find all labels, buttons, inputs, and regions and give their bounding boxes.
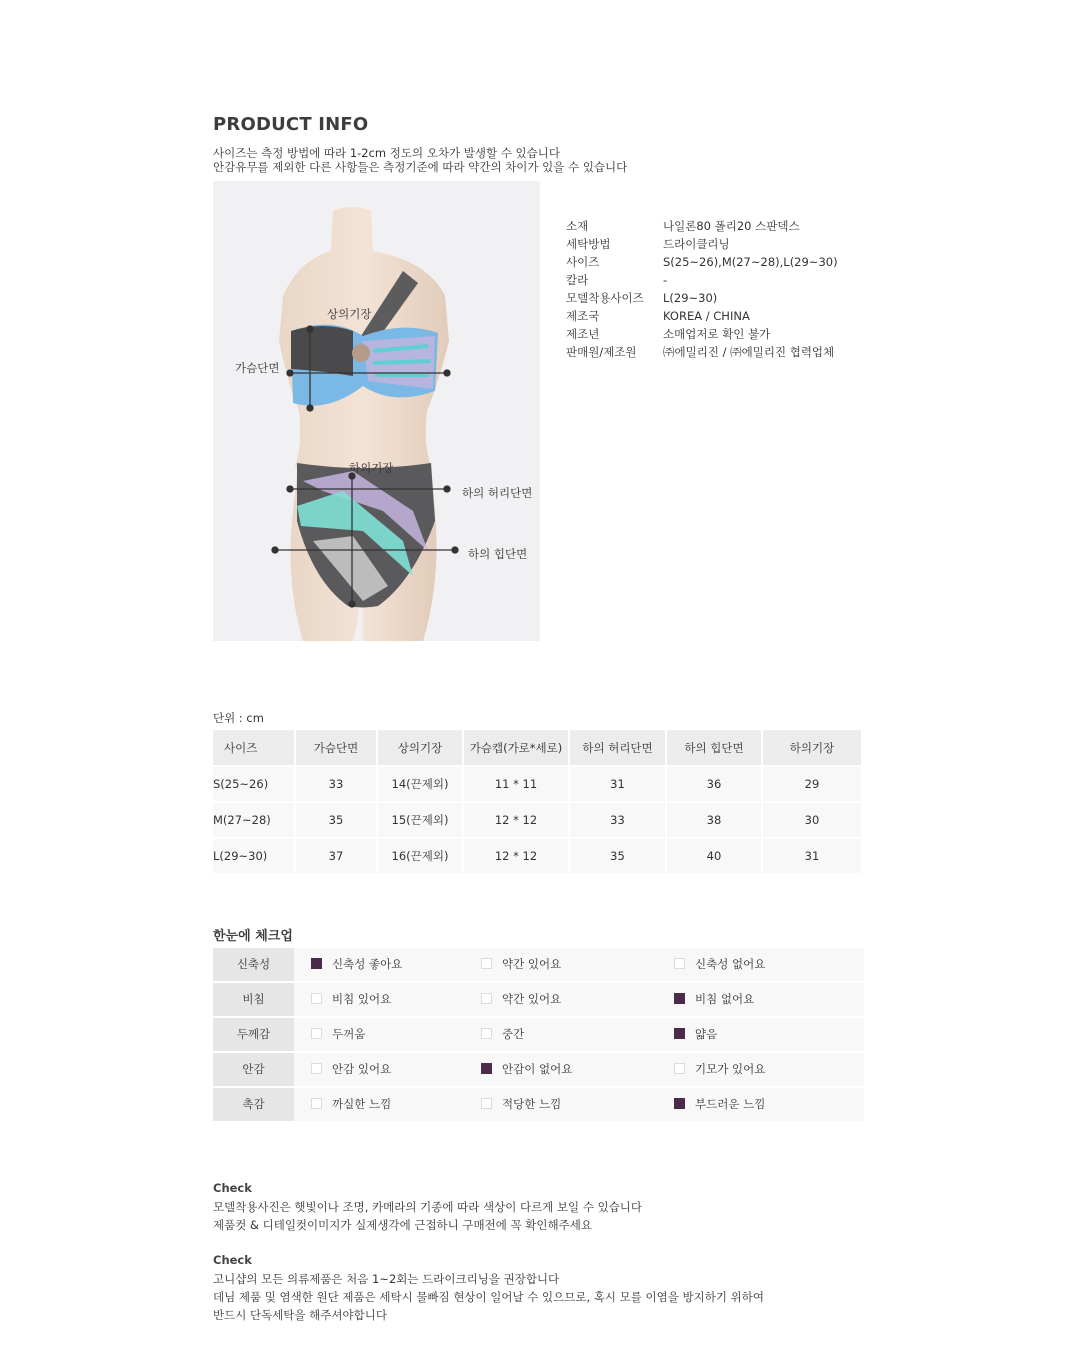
check-title-2: Check bbox=[213, 1253, 252, 1267]
checkup-option bbox=[674, 983, 754, 1016]
table-row bbox=[213, 765, 863, 801]
table-cell: 37 bbox=[296, 837, 378, 873]
checkbox-icon bbox=[311, 958, 322, 969]
checkbox-icon bbox=[674, 993, 685, 1004]
spec-key: 세탁방법 bbox=[566, 237, 611, 251]
checkup-label: 촉감 bbox=[213, 1088, 294, 1121]
checkup-option bbox=[481, 1018, 524, 1051]
option-label: 기모가 있어요 bbox=[695, 1062, 766, 1076]
table-cell: 40 bbox=[667, 837, 763, 873]
option-label: 비침 있어요 bbox=[332, 992, 392, 1006]
table-cell: 35 bbox=[570, 837, 667, 873]
checkup-label: 안감 bbox=[213, 1053, 294, 1086]
check-line: 반드시 단독세탁을 해주셔야합니다 bbox=[213, 1308, 387, 1322]
checkbox-icon bbox=[481, 1028, 492, 1039]
table-cell: 33 bbox=[570, 801, 667, 837]
spec-key: 칼라 bbox=[566, 273, 589, 287]
checkup-option bbox=[674, 948, 765, 981]
spec-row bbox=[566, 325, 838, 343]
size-table bbox=[213, 730, 863, 873]
checkbox-icon bbox=[481, 958, 492, 969]
table-cell: M(27~28) bbox=[213, 801, 296, 837]
check-line: 모델착용사진은 햇빛이나 조명, 카메라의 기종에 따라 색상이 다르게 보일 수 있습니다 bbox=[213, 1200, 643, 1214]
option-label: 적당한 느낌 bbox=[502, 1097, 562, 1111]
table-cell: 36 bbox=[667, 765, 763, 801]
checkup-option bbox=[311, 1053, 391, 1086]
checkup-title: 한눈에 체크업 bbox=[213, 929, 293, 944]
product-measure-image bbox=[213, 181, 540, 641]
table-cell: S(25~26) bbox=[213, 765, 296, 801]
spec-list bbox=[566, 217, 838, 361]
spec-value: 소매업저로 확인 불가 bbox=[663, 327, 771, 341]
checkbox-icon bbox=[311, 993, 322, 1004]
checkbox-icon bbox=[311, 1098, 322, 1109]
checkup-row bbox=[213, 1053, 864, 1086]
spec-value: 나일론80 폴리20 스판덱스 bbox=[663, 219, 800, 233]
spec-key: 소재 bbox=[566, 219, 589, 233]
checkup-option bbox=[311, 1088, 391, 1121]
checkup-option bbox=[481, 1088, 561, 1121]
table-cell: 31 bbox=[570, 765, 667, 801]
unit-label: 단위 : cm bbox=[213, 711, 264, 725]
page-title: PRODUCT INFO bbox=[213, 114, 369, 135]
spec-value: 드라이클리닝 bbox=[663, 237, 730, 251]
table-cell: 35 bbox=[296, 801, 378, 837]
checkup-label: 두께감 bbox=[213, 1018, 294, 1051]
label-hip: 하의 힙단면 bbox=[468, 547, 528, 561]
spec-key: 제조국 bbox=[566, 309, 600, 323]
table-cell: 29 bbox=[763, 765, 863, 801]
option-label: 약간 있어요 bbox=[502, 957, 562, 971]
table-header: 사이즈 bbox=[213, 730, 296, 765]
checkbox-icon bbox=[674, 1028, 685, 1039]
checkup-table bbox=[213, 948, 864, 1123]
spec-row bbox=[566, 343, 838, 361]
check-line: 제품컷 & 디테일컷이미지가 실제생각에 근접하니 구매전에 꼭 확인해주세요 bbox=[213, 1218, 592, 1232]
spec-key: 제조년 bbox=[566, 327, 600, 341]
table-cell: 30 bbox=[763, 801, 863, 837]
checkbox-icon bbox=[674, 1098, 685, 1109]
table-header: 가슴캡(가로*세로) bbox=[464, 730, 570, 765]
checkup-option bbox=[481, 983, 561, 1016]
option-label: 중간 bbox=[502, 1027, 525, 1041]
label-top-length: 상의기장 bbox=[327, 307, 372, 321]
table-row bbox=[213, 801, 863, 837]
table-header: 하의기장 bbox=[763, 730, 863, 765]
label-waist: 하의 허리단면 bbox=[462, 486, 533, 500]
checkup-option bbox=[674, 1018, 717, 1051]
table-header: 가슴단면 bbox=[296, 730, 378, 765]
checkup-option bbox=[674, 1088, 765, 1121]
checkup-row bbox=[213, 948, 864, 981]
checkup-option bbox=[311, 983, 391, 1016]
option-label: 안감이 없어요 bbox=[502, 1062, 573, 1076]
size-note-2: 안감유무를 제외한 다른 사항들은 측정기준에 따라 약간의 차이가 있을 수 있습니다 bbox=[213, 160, 628, 174]
checkup-label: 비침 bbox=[213, 983, 294, 1016]
table-row bbox=[213, 837, 863, 873]
option-label: 얇음 bbox=[695, 1027, 718, 1041]
option-label: 안감 있어요 bbox=[332, 1062, 392, 1076]
table-cell: 14(끈제외) bbox=[378, 765, 464, 801]
spec-key: 모델착용사이즈 bbox=[566, 291, 644, 305]
checkbox-icon bbox=[481, 1063, 492, 1074]
option-label: 비침 없어요 bbox=[695, 992, 755, 1006]
checkup-option bbox=[481, 948, 561, 981]
spec-key: 판매원/제조원 bbox=[566, 345, 637, 359]
checkup-row bbox=[213, 983, 864, 1016]
checkbox-icon bbox=[311, 1028, 322, 1039]
table-cell: 16(끈제외) bbox=[378, 837, 464, 873]
table-cell: 33 bbox=[296, 765, 378, 801]
option-label: 신축성 없어요 bbox=[695, 957, 766, 971]
option-label: 두꺼움 bbox=[332, 1027, 366, 1041]
checkbox-icon bbox=[311, 1063, 322, 1074]
option-label: 부드러운 느낌 bbox=[695, 1097, 766, 1111]
checkup-label: 신축성 bbox=[213, 948, 294, 981]
option-label: 신축성 좋아요 bbox=[332, 957, 403, 971]
table-cell: 12 * 12 bbox=[464, 837, 570, 873]
spec-value: S(25~26),M(27~28),L(29~30) bbox=[663, 255, 838, 269]
spec-value: L(29~30) bbox=[663, 291, 718, 305]
spec-row bbox=[566, 271, 838, 289]
table-cell: 15(끈제외) bbox=[378, 801, 464, 837]
table-header-row bbox=[213, 730, 863, 765]
spec-value: - bbox=[663, 273, 668, 287]
checkup-option bbox=[311, 948, 402, 981]
checkbox-icon bbox=[674, 1063, 685, 1074]
table-header: 상의기장 bbox=[378, 730, 464, 765]
table-cell: 31 bbox=[763, 837, 863, 873]
option-label: 약간 있어요 bbox=[502, 992, 562, 1006]
size-note-1: 사이즈는 측정 방법에 따라 1-2cm 정도의 오차가 발생할 수 있습니다 bbox=[213, 146, 560, 160]
table-cell: 11 * 11 bbox=[464, 765, 570, 801]
checkup-option bbox=[481, 1053, 572, 1086]
checkup-row bbox=[213, 1088, 864, 1121]
label-bust: 가슴단면 bbox=[235, 361, 280, 375]
checkup-option bbox=[311, 1018, 365, 1051]
table-cell: L(29~30) bbox=[213, 837, 296, 873]
checkup-option bbox=[674, 1053, 765, 1086]
table-cell: 38 bbox=[667, 801, 763, 837]
checkbox-icon bbox=[481, 1098, 492, 1109]
spec-value: ㈜에밀리진 / ㈜에밀리진 협력업체 bbox=[663, 345, 835, 359]
spec-row bbox=[566, 217, 838, 235]
checkbox-icon bbox=[481, 993, 492, 1004]
label-bottom-length: 하의기장 bbox=[349, 461, 394, 475]
table-header: 하의 힙단면 bbox=[667, 730, 763, 765]
table-cell: 12 * 12 bbox=[464, 801, 570, 837]
check-line: 데님 제품 및 염색한 원단 제품은 세탁시 물빠짐 현상이 일어날 수 있으므로, 혹시 모를 이염을 방지하기 위하여 bbox=[213, 1290, 764, 1304]
spec-row bbox=[566, 253, 838, 271]
check-line: 고니샵의 모든 의류제품은 처음 1~2회는 드라이크리닝을 권장합니다 bbox=[213, 1272, 560, 1286]
option-label: 까실한 느낌 bbox=[332, 1097, 392, 1111]
check-title-1: Check bbox=[213, 1181, 252, 1195]
table-header: 하의 허리단면 bbox=[570, 730, 667, 765]
spec-value: KOREA / CHINA bbox=[663, 309, 750, 323]
spec-key: 사이즈 bbox=[566, 255, 600, 269]
spec-row bbox=[566, 289, 838, 307]
checkbox-icon bbox=[674, 958, 685, 969]
checkup-row bbox=[213, 1018, 864, 1051]
spec-row bbox=[566, 307, 838, 325]
spec-row bbox=[566, 235, 838, 253]
